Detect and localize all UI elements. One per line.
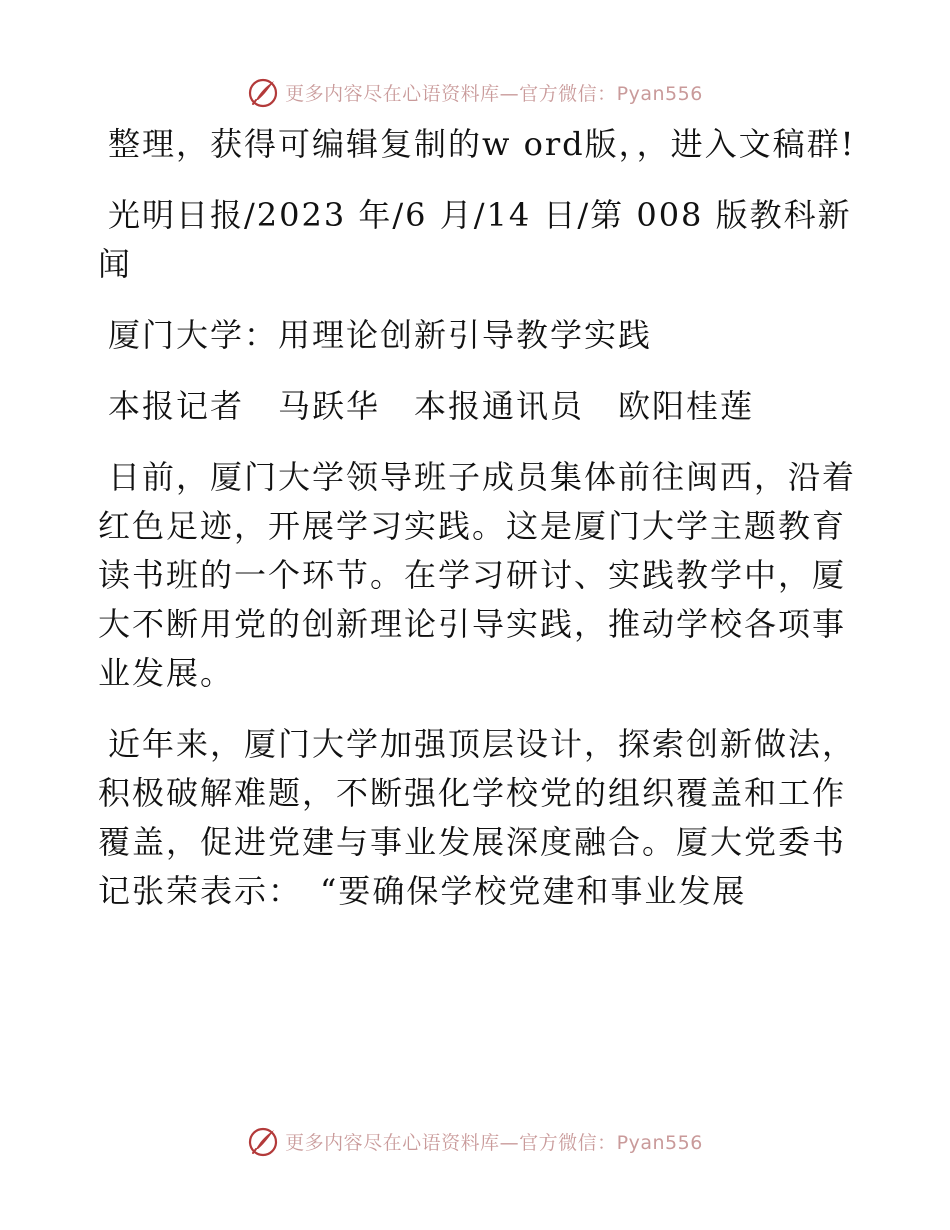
article-byline: 本报记者 马跃华 本报通讯员 欧阳桂莲 [108, 387, 755, 425]
quill-pen-logo-icon [247, 76, 279, 108]
document-body [98, 120, 858, 938]
quill-pen-logo-icon [247, 1125, 279, 1157]
source-line: 光明日报/2023 年/6 月/14 日/第 008 版教科新闻 [98, 196, 852, 283]
article-paragraph-1: 日前，厦门大学领导班子成员集体前往闽西，沿着红色足迹，开展学习实践。这是厦门大学主题教育读书班的一个环节。在学习研讨、实践教学中，厦大不断用党的创新理论引导实践，推动学校各项事业发展。 [98, 458, 857, 692]
footer-watermark [0, 1121, 950, 1161]
article-title: 厦门大学：用理论创新引导教学实践 [108, 316, 653, 354]
header-watermark [0, 72, 950, 112]
watermark-text: 更多内容尽在心语资料库—官方微信：Pyan556 [285, 82, 703, 105]
intro-paragraph: 整理，获得可编辑复制的w ord版，，进入文稿群! [108, 125, 856, 163]
article-paragraph-2: 近年来，厦门大学加强顶层设计，探索创新做法，积极破解难题，不断强化学校党的组织覆盖和工作覆盖，促进党建与事业发展深度融合。厦大党委书记张荣表示： “要确保学校党建和事业发展 [98, 725, 857, 910]
watermark-text: 更多内容尽在心语资料库—官方微信：Pyan556 [285, 1131, 703, 1154]
